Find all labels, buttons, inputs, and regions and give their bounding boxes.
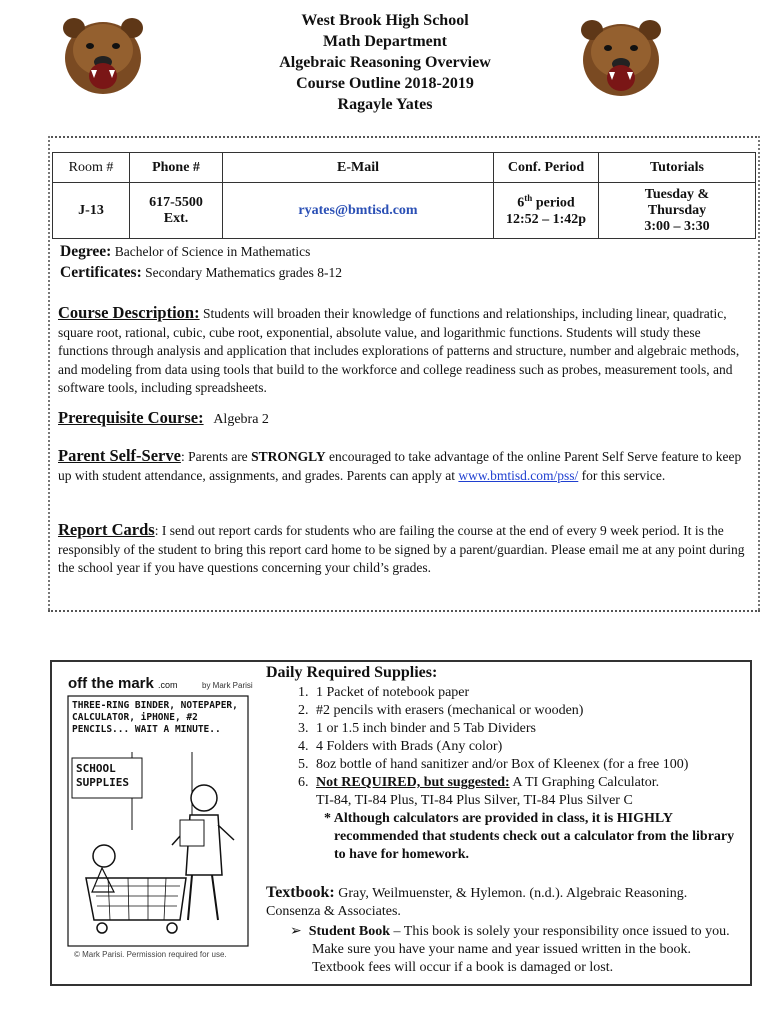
list-item: 4. 4 Folders with Brads (Any color) xyxy=(312,738,746,756)
parent-self-serve-heading: Parent Self-Serve xyxy=(58,446,181,465)
calculator-note: * Although calculators are provided in class, it is HIGHLY recommended that students check out a calculator from the library to have for homework. xyxy=(324,811,735,862)
prerequisite-heading: Prerequisite Course: xyxy=(58,408,204,427)
degree-line: Degree: Bachelor of Science in Mathematics xyxy=(60,243,311,260)
outline-year: Course Outline 2018-2019 xyxy=(296,75,474,92)
conf-period-cell xyxy=(494,183,599,239)
course-title: Algebraic Reasoning Overview xyxy=(279,54,491,71)
conf-time: 12:52 – 1:42p xyxy=(505,211,587,227)
email-address[interactable]: ryates@bmtisd.com xyxy=(223,183,494,239)
tutorials-days-2: Thursday xyxy=(647,202,707,218)
tutorials-days-1: Tuesday & xyxy=(644,186,710,202)
header-tutorials: Tutorials xyxy=(599,153,756,183)
header-room: Room # xyxy=(53,153,130,183)
list-item: 2. #2 pencils with erasers (mechanical or wooden) xyxy=(312,702,746,720)
report-cards-heading: Report Cards xyxy=(58,520,155,539)
list-item: 6. Not REQUIRED, but suggested: A TI Graphing Calculator. TI-84, TI-84 Plus, TI-84 Plus Silver, TI-84 Plus Silver C xyxy=(312,774,746,810)
pss-link[interactable]: www.bmtisd.com/pss/ xyxy=(458,467,579,483)
tutorials-time: 3:00 – 3:30 xyxy=(644,218,710,234)
header-conf-period: Conf. Period xyxy=(494,153,599,183)
contact-info-table xyxy=(52,152,756,239)
header-phone: Phone # xyxy=(130,153,223,183)
cartoon-sign: SCHOOL SUPPLIES xyxy=(76,762,129,789)
daily-supplies-section xyxy=(266,664,746,864)
parent-self-serve: Parent Self-Serve: Parents are STRONGLY encouraged to take advantage of the online Parent Self Serve feature to keep up with student attendance, assignments, and grades. Parents can apply at www.bmtisd.com/pss/ for this service. xyxy=(58,446,742,483)
department-name: Math Department xyxy=(323,33,447,50)
certificates-line: Certificates: Secondary Mathematics grades 8-12 xyxy=(60,264,342,281)
room-number: J-13 xyxy=(53,183,130,239)
calculator-models: TI-84, TI-84 Plus, TI-84 Plus Silver, TI-84 Plus Silver C xyxy=(316,793,633,808)
student-book-note: ➢ Student Book – This book is solely your responsibility once issued to you. Make sure you have your name and year issued written in the book. Textbook fees will occur if a book is damaged or lost. xyxy=(290,924,730,975)
document-header xyxy=(150,10,620,115)
tutorials-cell xyxy=(599,183,756,239)
cartoon-caption: THREE-RING BINDER, NOTEPAPER, CALCULATOR, iPHONE, #2 PENCILS... WAIT A MINUTE.. xyxy=(72,700,238,735)
teacher-name: Ragayle Yates xyxy=(337,96,433,113)
phone-cell xyxy=(130,183,223,239)
cartoon-author: by Mark Parisi xyxy=(202,681,253,690)
list-item: 3. 1 or 1.5 inch binder and 5 Tab Dividers xyxy=(312,720,746,738)
report-cards-text: : I send out report cards for students who are failing the course at the end of every 9 week period. It is the responsibly of the student to bring this report card home to be signed by a parent/guardian. Please email me at any point during the school year if you have questions concerning your child’s grades. xyxy=(58,523,745,575)
course-description xyxy=(58,304,753,398)
cartoon-copyright: © Mark Parisi. Permission required for use. xyxy=(74,950,227,959)
report-cards xyxy=(58,521,753,578)
header-email: E-Mail xyxy=(223,153,494,183)
supplies-list xyxy=(266,684,746,810)
textbook-label: Textbook: xyxy=(266,884,335,901)
phone-number: 617-5500 xyxy=(149,194,203,210)
dotted-border-bottom xyxy=(48,610,760,612)
cartoon-brand: off the mark xyxy=(68,675,154,692)
dotted-border-left xyxy=(48,136,50,610)
bear-mascot-left-icon xyxy=(60,10,146,100)
phone-ext: Ext. xyxy=(163,210,189,226)
cartoon-brand-suffix: .com xyxy=(158,680,178,690)
arrow-bullet-icon: ➢ xyxy=(290,924,309,939)
course-description-text: Students will broaden their knowledge of functions and relationships, including linear, quadratic, square root, rational, cubic, cube root, exponential, absolute value, and logarithmic functions. Students will study these functions through analysis and application that includes explorations of patterns and structure, number and algebraic methods, and modeling from data using tools that build to the workforce and college readiness such as probes, measurement tools, and software tools, including spreadsheets. xyxy=(58,306,740,395)
textbook-section xyxy=(266,884,744,977)
dotted-border-right xyxy=(758,136,760,610)
dotted-border-top xyxy=(48,136,760,138)
course-description-heading: Course Description: xyxy=(58,303,200,322)
school-name: West Brook High School xyxy=(301,12,469,29)
list-item: 5. 8oz bottle of hand sanitizer and/or Box of Kleenex (for a free 100) xyxy=(312,756,746,774)
textbook-citation: Gray, Weilmuenster, & Hylemon. (n.d.). Algebraic Reasoning. Consenza & Associates. xyxy=(266,886,688,919)
school-supplies-cartoon xyxy=(62,670,254,960)
prerequisite-line xyxy=(58,408,269,428)
conf-period: 6th period xyxy=(517,193,575,211)
supplies-heading: Daily Required Supplies: xyxy=(266,664,438,681)
list-item: 1. 1 Packet of notebook paper xyxy=(312,684,746,702)
prerequisite-value: Algebra 2 xyxy=(213,412,269,427)
